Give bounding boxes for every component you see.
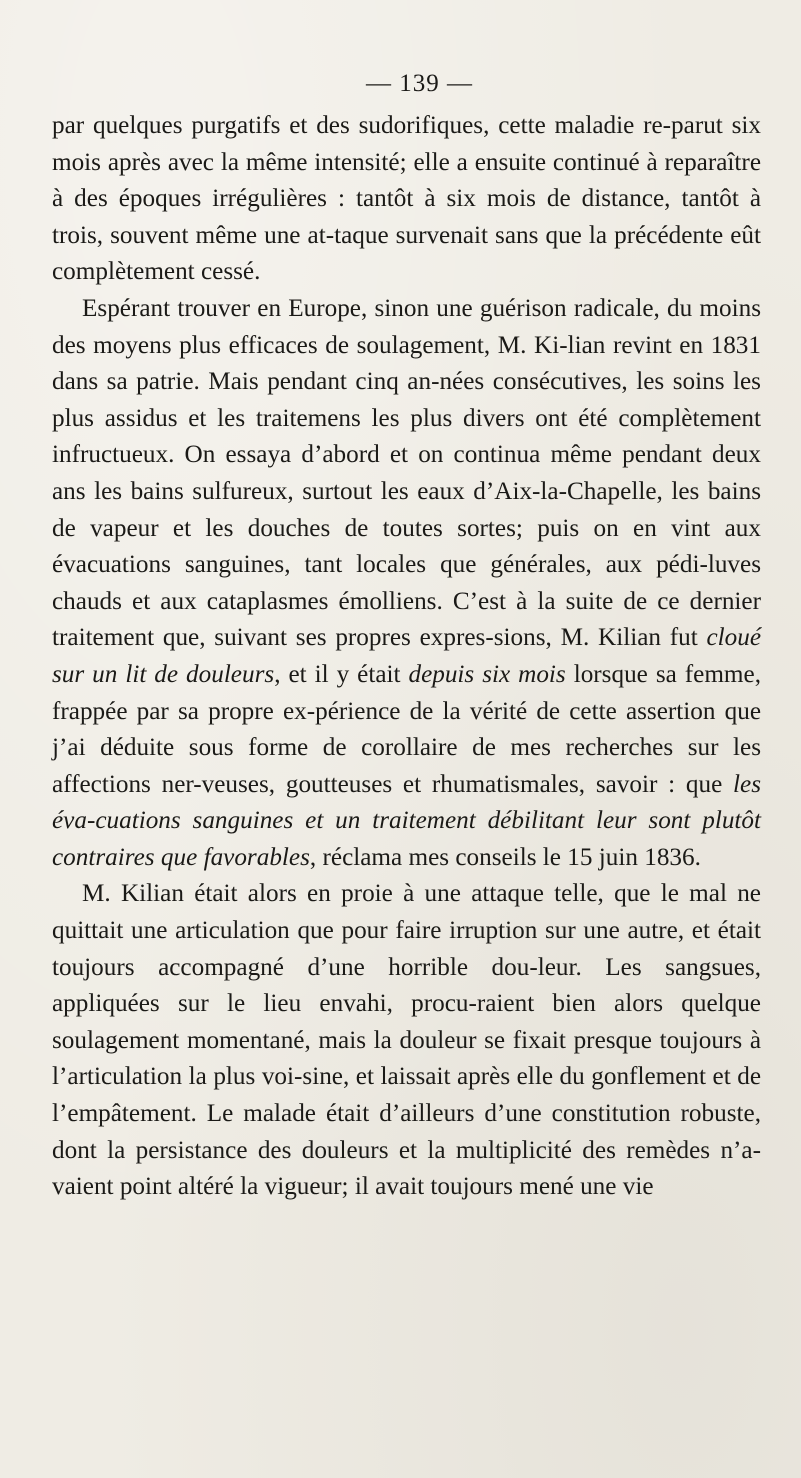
text-run: , réclama mes conseils le 15 juin 1836. [309,843,701,871]
text-run: , et il y était [274,660,409,688]
text-run: M. Kilian était alors en proie à une attaque telle, que le mal ne quittait une articulation que pour faire irruption sur une autre, et était toujours accompagné d’une horrible dou-leur. Les sangsues, appliquées sur le lieu envahi, procu-raient bien alors quelque soulagement momentané, mais la douleur se fixait presque toujours à l’articulation la plus voi-sine, et laissait après elle du gonflement et de l’empâtement. Le malade était d’ailleurs d’une constitution robuste, dont la persistance des douleurs et la multiplicité des remèdes n’a-vaient point altéré la vigueur; il avait toujours mené une vie [52,880,761,1201]
paragraph [52,108,761,291]
paragraph [52,291,761,877]
italic-text-run: depuis six mois [408,660,566,688]
text-run: par quelques purgatifs et des sudorifiques, cette maladie re-parut six mois après avec la même intensité; elle a ensuite continué à reparaître à des époques irrégulières : tantôt à six mois de distance, tantôt à trois, souvent même une at-taque survenait sans que la précédente eût complètement cessé. [52,112,761,286]
page-number: — 139 — [366,70,473,97]
italic-text-run: cloué sur un lit de douleurs [52,624,761,688]
paragraph [52,876,761,1205]
body-text [52,108,761,1206]
text-run: Espérant trouver en Europe, sinon une guérison radicale, du moins des moyens plus efficaces de soulagement, M. Ki-lian revint en 1831 dans sa patrie. Mais pendant cinq an-nées consécutives, les soins les plus assidus et les traitemens les plus divers ont été complètement infructueux. On essaya d’abord et on continua même pendant deux ans les bains sulfureux, surtout les eaux d’Aix-la-Chapelle, les bains de vapeur et les douches de toutes sortes; puis on en vint aux évacuations sanguines, tant locales que générales, aux pédi-luves chauds et aux cataplasmes émolliens. C’est à la suite de ce dernier traitement que, suivant ses propres expres-sions, M. Kilian fut [52,294,761,652]
text-run: lorsque sa femme, frappée par sa propre ex-périence de la vérité de cette assertion que j’ai déduite sous forme de corollaire de mes recherches sur les affections ner-veuses, goutteuses et rhumatismales, savoir : que [52,660,762,798]
italic-text-run: les éva-cuations sanguines et un traitement débilitant leur sont plutôt contraires que favorables [52,770,761,871]
